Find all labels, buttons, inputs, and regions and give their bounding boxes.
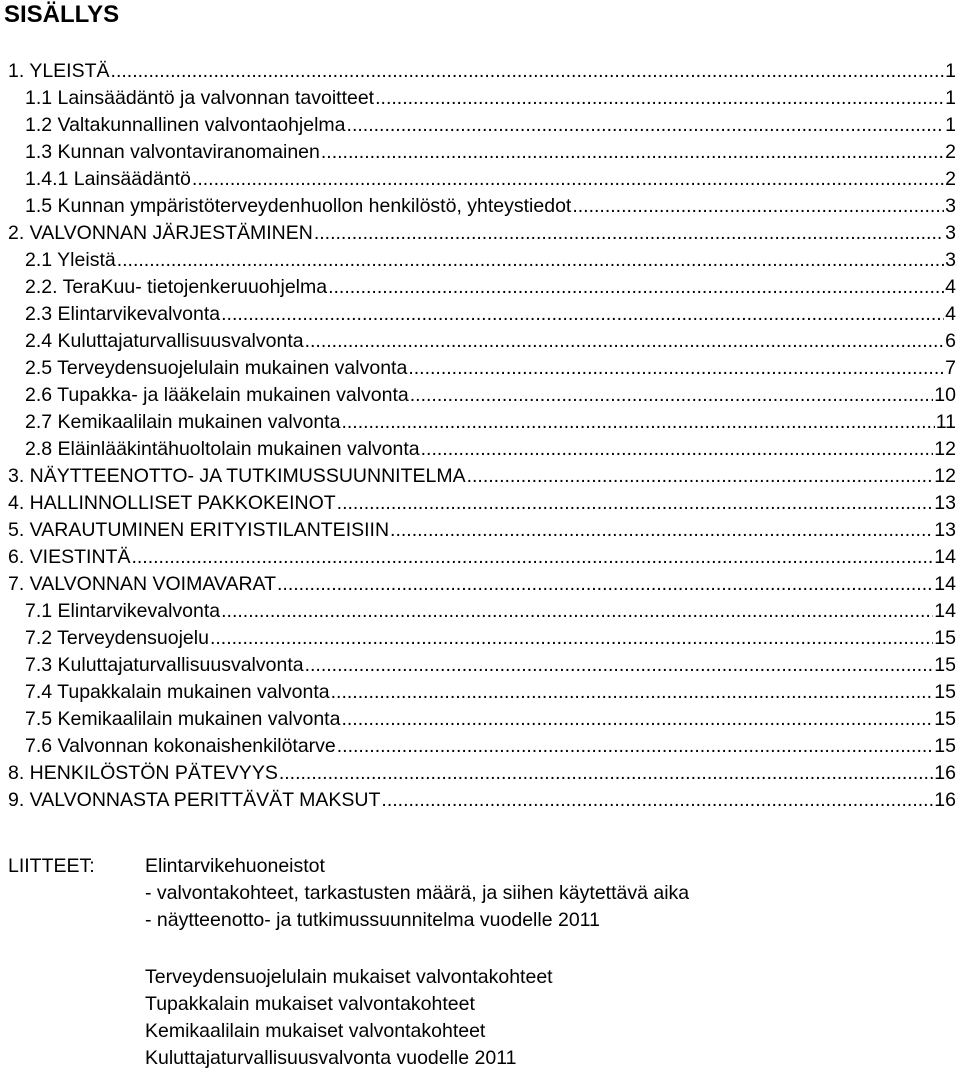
toc-entry-link[interactable]: [25, 301, 956, 328]
toc-entry-link[interactable]: [8, 490, 956, 517]
toc-row: [0, 328, 960, 355]
toc-dot-leader: [341, 409, 934, 436]
attachment-item: Terveydensuojelulain mukaiset valvontakohteet: [145, 966, 553, 988]
toc-page-number: 1: [945, 112, 956, 139]
toc-dot-leader: [421, 436, 934, 463]
toc-page-number: 16: [934, 760, 956, 787]
toc-entry-label: 2.7 Kemikaalilain mukainen valvonta: [25, 409, 340, 436]
toc-dot-leader: [277, 571, 933, 598]
toc-entry-link[interactable]: [25, 274, 956, 301]
toc-page-number: 15: [934, 733, 956, 760]
toc-dot-leader: [192, 166, 944, 193]
toc-page-number: 1: [945, 85, 956, 112]
toc-row: [0, 598, 960, 625]
toc-entry-label: 1.4.1 Lainsäädäntö: [25, 166, 191, 193]
toc-dot-leader: [321, 139, 944, 166]
toc-entry-label: 7.1 Elintarvikevalvonta: [25, 598, 220, 625]
attachment-heading-food-premises: Elintarvikehuoneistot: [145, 855, 325, 877]
toc-entry-link[interactable]: [25, 625, 956, 652]
toc-page-number: 6: [945, 328, 956, 355]
toc-dot-leader: [117, 247, 944, 274]
toc-dot-leader: [337, 490, 934, 517]
toc-entry-link[interactable]: [25, 139, 956, 166]
toc-row: [0, 409, 960, 436]
toc-dot-leader: [381, 787, 933, 814]
toc-row: [0, 517, 960, 544]
toc-entry-link[interactable]: [8, 571, 956, 598]
toc-dot-leader: [305, 652, 934, 679]
toc-page-number: 4: [945, 274, 956, 301]
toc-dot-leader: [221, 598, 933, 625]
toc-dot-leader: [210, 625, 933, 652]
toc-row: [0, 274, 960, 301]
toc-entry-label: 1.3 Kunnan valvontaviranomainen: [25, 139, 320, 166]
toc-dot-leader: [328, 274, 944, 301]
toc-dot-leader: [337, 733, 934, 760]
toc-entry-label: 7.5 Kemikaalilain mukainen valvonta: [25, 706, 340, 733]
toc-page-number: 3: [945, 247, 956, 274]
toc-entry-label: 1.5 Kunnan ympäristöterveydenhuollon henkilöstö, yhteystiedot: [25, 193, 571, 220]
toc-dot-leader: [347, 112, 945, 139]
attachment-item: Kemikaalilain mukaiset valvontakohteet: [145, 1020, 486, 1042]
toc-page-number: 15: [934, 625, 956, 652]
toc-row: [0, 463, 960, 490]
toc-page-number: 10: [934, 382, 956, 409]
toc-dot-leader: [467, 463, 934, 490]
toc-dot-leader: [341, 706, 933, 733]
toc-dot-leader: [375, 85, 944, 112]
toc-entry-label: 2.3 Elintarvikevalvonta: [25, 301, 220, 328]
toc-dot-leader: [572, 193, 944, 220]
toc-entry-link[interactable]: [25, 706, 956, 733]
toc-page-number: 12: [934, 463, 956, 490]
attachment-item: Tupakkalain mukaiset valvontakohteet: [145, 993, 475, 1015]
attachment-subitem: - näytteenotto- ja tutkimussuunnitelma vuodelle 2011: [145, 909, 600, 931]
toc-page-number: 16: [934, 787, 956, 814]
toc-row: [0, 166, 960, 193]
toc-entry-link[interactable]: [25, 166, 956, 193]
toc-entry-label: 7.6 Valvonnan kokonaishenkilötarve: [25, 733, 336, 760]
attachment-item: Kuluttajaturvallisuusvalvonta vuodelle 2011: [145, 1047, 517, 1069]
toc-page-number: 2: [945, 139, 956, 166]
toc-entry-link[interactable]: [25, 85, 956, 112]
toc-page-number: 14: [934, 571, 956, 598]
toc-page-number: 15: [934, 652, 956, 679]
toc-row: [0, 85, 960, 112]
toc-page-number: 14: [934, 598, 956, 625]
toc-entry-link[interactable]: [25, 193, 956, 220]
toc-row: [0, 247, 960, 274]
toc-entry-label: 1.2 Valtakunnallinen valvontaohjelma: [25, 112, 346, 139]
toc-row: [0, 679, 960, 706]
toc-row: [0, 625, 960, 652]
toc-dot-leader: [410, 382, 934, 409]
toc-row: [0, 787, 960, 814]
toc-page-number: 13: [934, 490, 956, 517]
toc-entry-label: 1. YLEISTÄ: [8, 58, 110, 85]
toc-entry-label: 9. VALVONNASTA PERITTÄVÄT MAKSUT: [8, 787, 380, 814]
toc-row: [0, 301, 960, 328]
toc-dot-leader: [131, 544, 933, 571]
toc-entry-link[interactable]: [8, 220, 956, 247]
toc-entry-label: 1.1 Lainsäädäntö ja valvonnan tavoitteet: [25, 85, 374, 112]
toc-entry-link[interactable]: [25, 355, 956, 382]
toc-entry-link[interactable]: [25, 733, 956, 760]
toc-page-number: 7: [945, 355, 956, 382]
toc-entry-link[interactable]: [25, 112, 956, 139]
toc-row: [0, 571, 960, 598]
toc-entry-label: 6. VIESTINTÄ: [8, 544, 130, 571]
toc-dot-leader: [111, 58, 945, 85]
toc-entry-label: 7.4 Tupakkalain mukainen valvonta: [25, 679, 330, 706]
toc-entry-link[interactable]: [25, 382, 956, 409]
toc-entry-label: 2.6 Tupakka- ja lääkelain mukainen valvonta: [25, 382, 409, 409]
toc-entry-link[interactable]: [8, 463, 956, 490]
toc-row: [0, 760, 960, 787]
toc-page-number: 4: [945, 301, 956, 328]
toc-dot-leader: [390, 517, 933, 544]
toc-entry-link[interactable]: [25, 247, 956, 274]
toc-entry-label: 4. HALLINNOLLISET PAKKOKEINOT: [8, 490, 336, 517]
toc-entry-label: 7.2 Terveydensuojelu: [25, 625, 209, 652]
toc-page-number: 14: [934, 544, 956, 571]
toc-page-number: 15: [934, 679, 956, 706]
toc-dot-leader: [221, 301, 944, 328]
toc-row: [0, 733, 960, 760]
toc-row: [0, 139, 960, 166]
toc-row: [0, 112, 960, 139]
toc-entry-label: 8. HENKILÖSTÖN PÄTEVYYS: [8, 760, 278, 787]
toc-entry-link[interactable]: [8, 544, 956, 571]
toc-row: [0, 544, 960, 571]
toc-entry-link[interactable]: [25, 652, 956, 679]
toc-entry-link[interactable]: [8, 58, 956, 85]
toc-entry-label: 2.8 Eläinlääkintähuoltolain mukainen valvonta: [25, 436, 420, 463]
toc-page-number: 3: [945, 220, 956, 247]
toc-page-number: 13: [934, 517, 956, 544]
toc-entry-link[interactable]: [8, 517, 956, 544]
toc-row: [0, 652, 960, 679]
toc-page-number: 12: [934, 436, 956, 463]
toc-entry-link[interactable]: [8, 787, 956, 814]
toc-row: [0, 706, 960, 733]
toc-dot-leader: [331, 679, 934, 706]
toc-entry-link[interactable]: [25, 409, 956, 436]
toc-page-number: 1: [945, 58, 956, 85]
toc-entry-label: 2.4 Kuluttajaturvallisuusvalvonta: [25, 328, 304, 355]
toc-row: [0, 193, 960, 220]
toc-page-number: 3: [945, 193, 956, 220]
toc-entry-link[interactable]: [8, 760, 956, 787]
toc-row: [0, 355, 960, 382]
toc-page-number: 2: [945, 166, 956, 193]
toc-dot-leader: [314, 220, 944, 247]
toc-entry-label: 7.3 Kuluttajaturvallisuusvalvonta: [25, 652, 304, 679]
toc-row: [0, 58, 960, 85]
toc-entry-label: 3. NÄYTTEENOTTO- JA TUTKIMUSSUUNNITELMA: [8, 463, 466, 490]
toc-entry-label: 2.2. TeraKuu- tietojenkeruuohjelma: [25, 274, 327, 301]
page-title: SISÄLLYS: [4, 1, 120, 28]
toc-entry-label: 5. VARAUTUMINEN ERITYISTILANTEISIIN: [8, 517, 389, 544]
toc-entry-link[interactable]: [25, 436, 956, 463]
attachment-spacer: [145, 934, 689, 964]
toc-page-number: 11: [936, 409, 956, 436]
table-of-contents: [0, 58, 960, 814]
toc-entry-link[interactable]: [25, 679, 956, 706]
toc-row: [0, 382, 960, 409]
toc-dot-leader: [408, 355, 944, 382]
toc-dot-leader: [305, 328, 945, 355]
toc-row: [0, 436, 960, 463]
toc-dot-leader: [279, 760, 933, 787]
attachments-label: LIITTEET:: [8, 855, 95, 877]
toc-entry-label: 7. VALVONNAN VOIMAVARAT: [8, 571, 276, 598]
attachment-subitem: - valvontakohteet, tarkastusten määrä, ja siihen käytettävä aika: [145, 882, 690, 904]
attachments-list: [145, 853, 689, 1072]
toc-row: [0, 220, 960, 247]
toc-entry-link[interactable]: [25, 598, 956, 625]
toc-entry-label: 2.5 Terveydensuojelulain mukainen valvonta: [25, 355, 407, 382]
toc-row: [0, 490, 960, 517]
toc-entry-link[interactable]: [25, 328, 956, 355]
toc-entry-label: 2.1 Yleistä: [25, 247, 116, 274]
toc-entry-label: 2. VALVONNAN JÄRJESTÄMINEN: [8, 220, 313, 247]
toc-page-number: 15: [934, 706, 956, 733]
